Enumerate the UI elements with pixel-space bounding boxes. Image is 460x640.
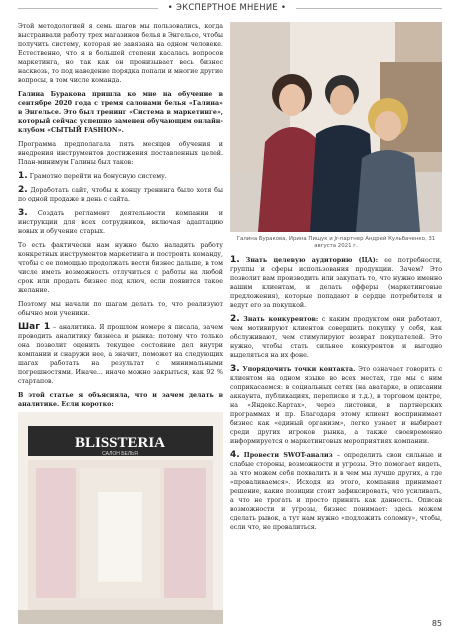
goal-item-1: 1. Грамотно перейти на бонусную систему. [18,171,167,181]
analytics-item-3: 3. Упорядочить точки контакта. Это означает говорить с клиентом на одном языке во всех местах, где мы с ним соприкасаемся: в социальных сетях (на аватарке, в описании аккаунта, публикациях, переписке и т.д.), в торговом центре, на «Яндекс.Картах», через листовки, в партнерских программах и пр. Благодаря этому клиент воспринимает бизнес как «единый организм», легко узнает и выбирает среди других игроков рынка, а также своевременно информируется о маркетинговых мероприятиях компании. [230,364,442,445]
right-column [230,256,442,537]
analytics-item-4: 4. Провести SWOT-анализ – определить свои сильные и слабые стороны, возможности и угрозы. Это помогает видеть, за что можем себя похвалить и в чем мы лучше других, а где «проваливаемся». Исходя из этого, компания принимает решение, какие позиции стоит зафиксировать, что усиливать, а что не трогать и просто принять как данность. Описав возможности и угрозы, бизнес понимает: здесь можем сделать рывок, а тут нам нужно «подложить соломку», чтобы, если что, не провалиться. [230,450,442,531]
paragraph-steps: Поэтому мы начали по шагам делать то, что реализуют обычно мои ученики. [18,301,223,317]
analytics-item-1: 1. Знать целевую аудиторию (ЦА): ее потребности, группы и сферы использования продукции. Зачем? Это позволит вам производить или закупать то, что нужно именно вашим клиентам, и делать офферы (маркетинговые предложения), которые попадают в сердце потребителя и ведут его за покупкой. [230,255,442,309]
section-title: • ЭКСПЕРТНОЕ МНЕНИЕ • [167,2,287,12]
left-column [18,22,223,414]
paragraph-team: То есть фактически нам нужно было наладить работу конкретных инструментов маркетинга и построить команду, чтобы с ее помощью продолжать вести бизнес дальше, в том числе иметь возможность отлучиться с работы на любой срок или продать бизнес под ключ, если появится такое желание. [18,242,223,294]
photo-store-illustration [18,412,223,624]
step-1: Шаг 1 – аналитика. Я прошлом номере я писала, зачем проводить аналитику бизнеса и рынка: потому что только она позволит оценить текущее состояние дел внутри компании и снаружи нее, а значит, поможет на следующих шагах работать на результат с минимальными погрешностями. Иначе... иначе можно закрыться, как 92 % стартапов. [18,322,223,385]
photo-store [18,412,223,624]
paragraph-program: Программа предполагала пять месяцев обучения и внедрения инструментов достижения поставленных целей. План-минимум Галины был таков: [18,141,223,166]
paragraph-lead: Галина Буракова пришла ко мне на обучение в сентябре 2020 года с тремя салонами белья «Галина» в Энгельсе. Это был тренинг «Система в маркетинге», который сейчас успешно заменен обучающим онлайн-клубом «СЫТЫЙ FASHION». [18,91,223,134]
goal-item-3: 3. Создать регламент деятельности компании и инструкции для всех сотрудников, включая адаптацию новых и обучение старых. [18,208,223,235]
photo-people-illustration [230,22,442,232]
page-number: 85 [431,619,442,628]
photo-caption: Галина Буракова, Ирина Пищук и Jr-партнер Андрей Кульбаченко, 31 августа 2021 г. [236,236,436,250]
paragraph-summary: В этой статье я объясняла, что и зачем делать в аналитике. Если коротко: [18,392,223,408]
paragraph-intro: Этой методологией я семь шагов мы пользовались, когда выстраивали работу трех магазинов белья в Энгельсе, чтобы получить систему, которая не завязана на одном человеке. Естественно, что я в большей степени касалась вопросов маркетинга, но так как он пронизывает весь бизнес насквозь, то под наведение порядка попали и многие другие вопросы, в том числе команда. [18,23,223,84]
analytics-item-2: 2. Знать конкурентов: с каким продуктом они работают, чем мотивируют клиентов совершить покупку у себя, как обслуживают, чем стимулируют возврат покупателей. Это нужно, чтобы стать сильнее конкурентов и выгодно выделяться на их фоне. [230,314,442,359]
store-sign: BLISSTERIA [74,435,166,451]
store-subsign: САЛОН БЕЛЬЯ [102,451,138,457]
page-header [0,0,460,18]
photo-people [230,22,442,232]
goal-item-2: 2. Доработать сайт, чтобы к концу тренинга было хотя бы по одной продаже в день с сайта. [18,185,223,203]
header-rule-left [18,8,158,9]
header-rule-right [296,8,442,9]
